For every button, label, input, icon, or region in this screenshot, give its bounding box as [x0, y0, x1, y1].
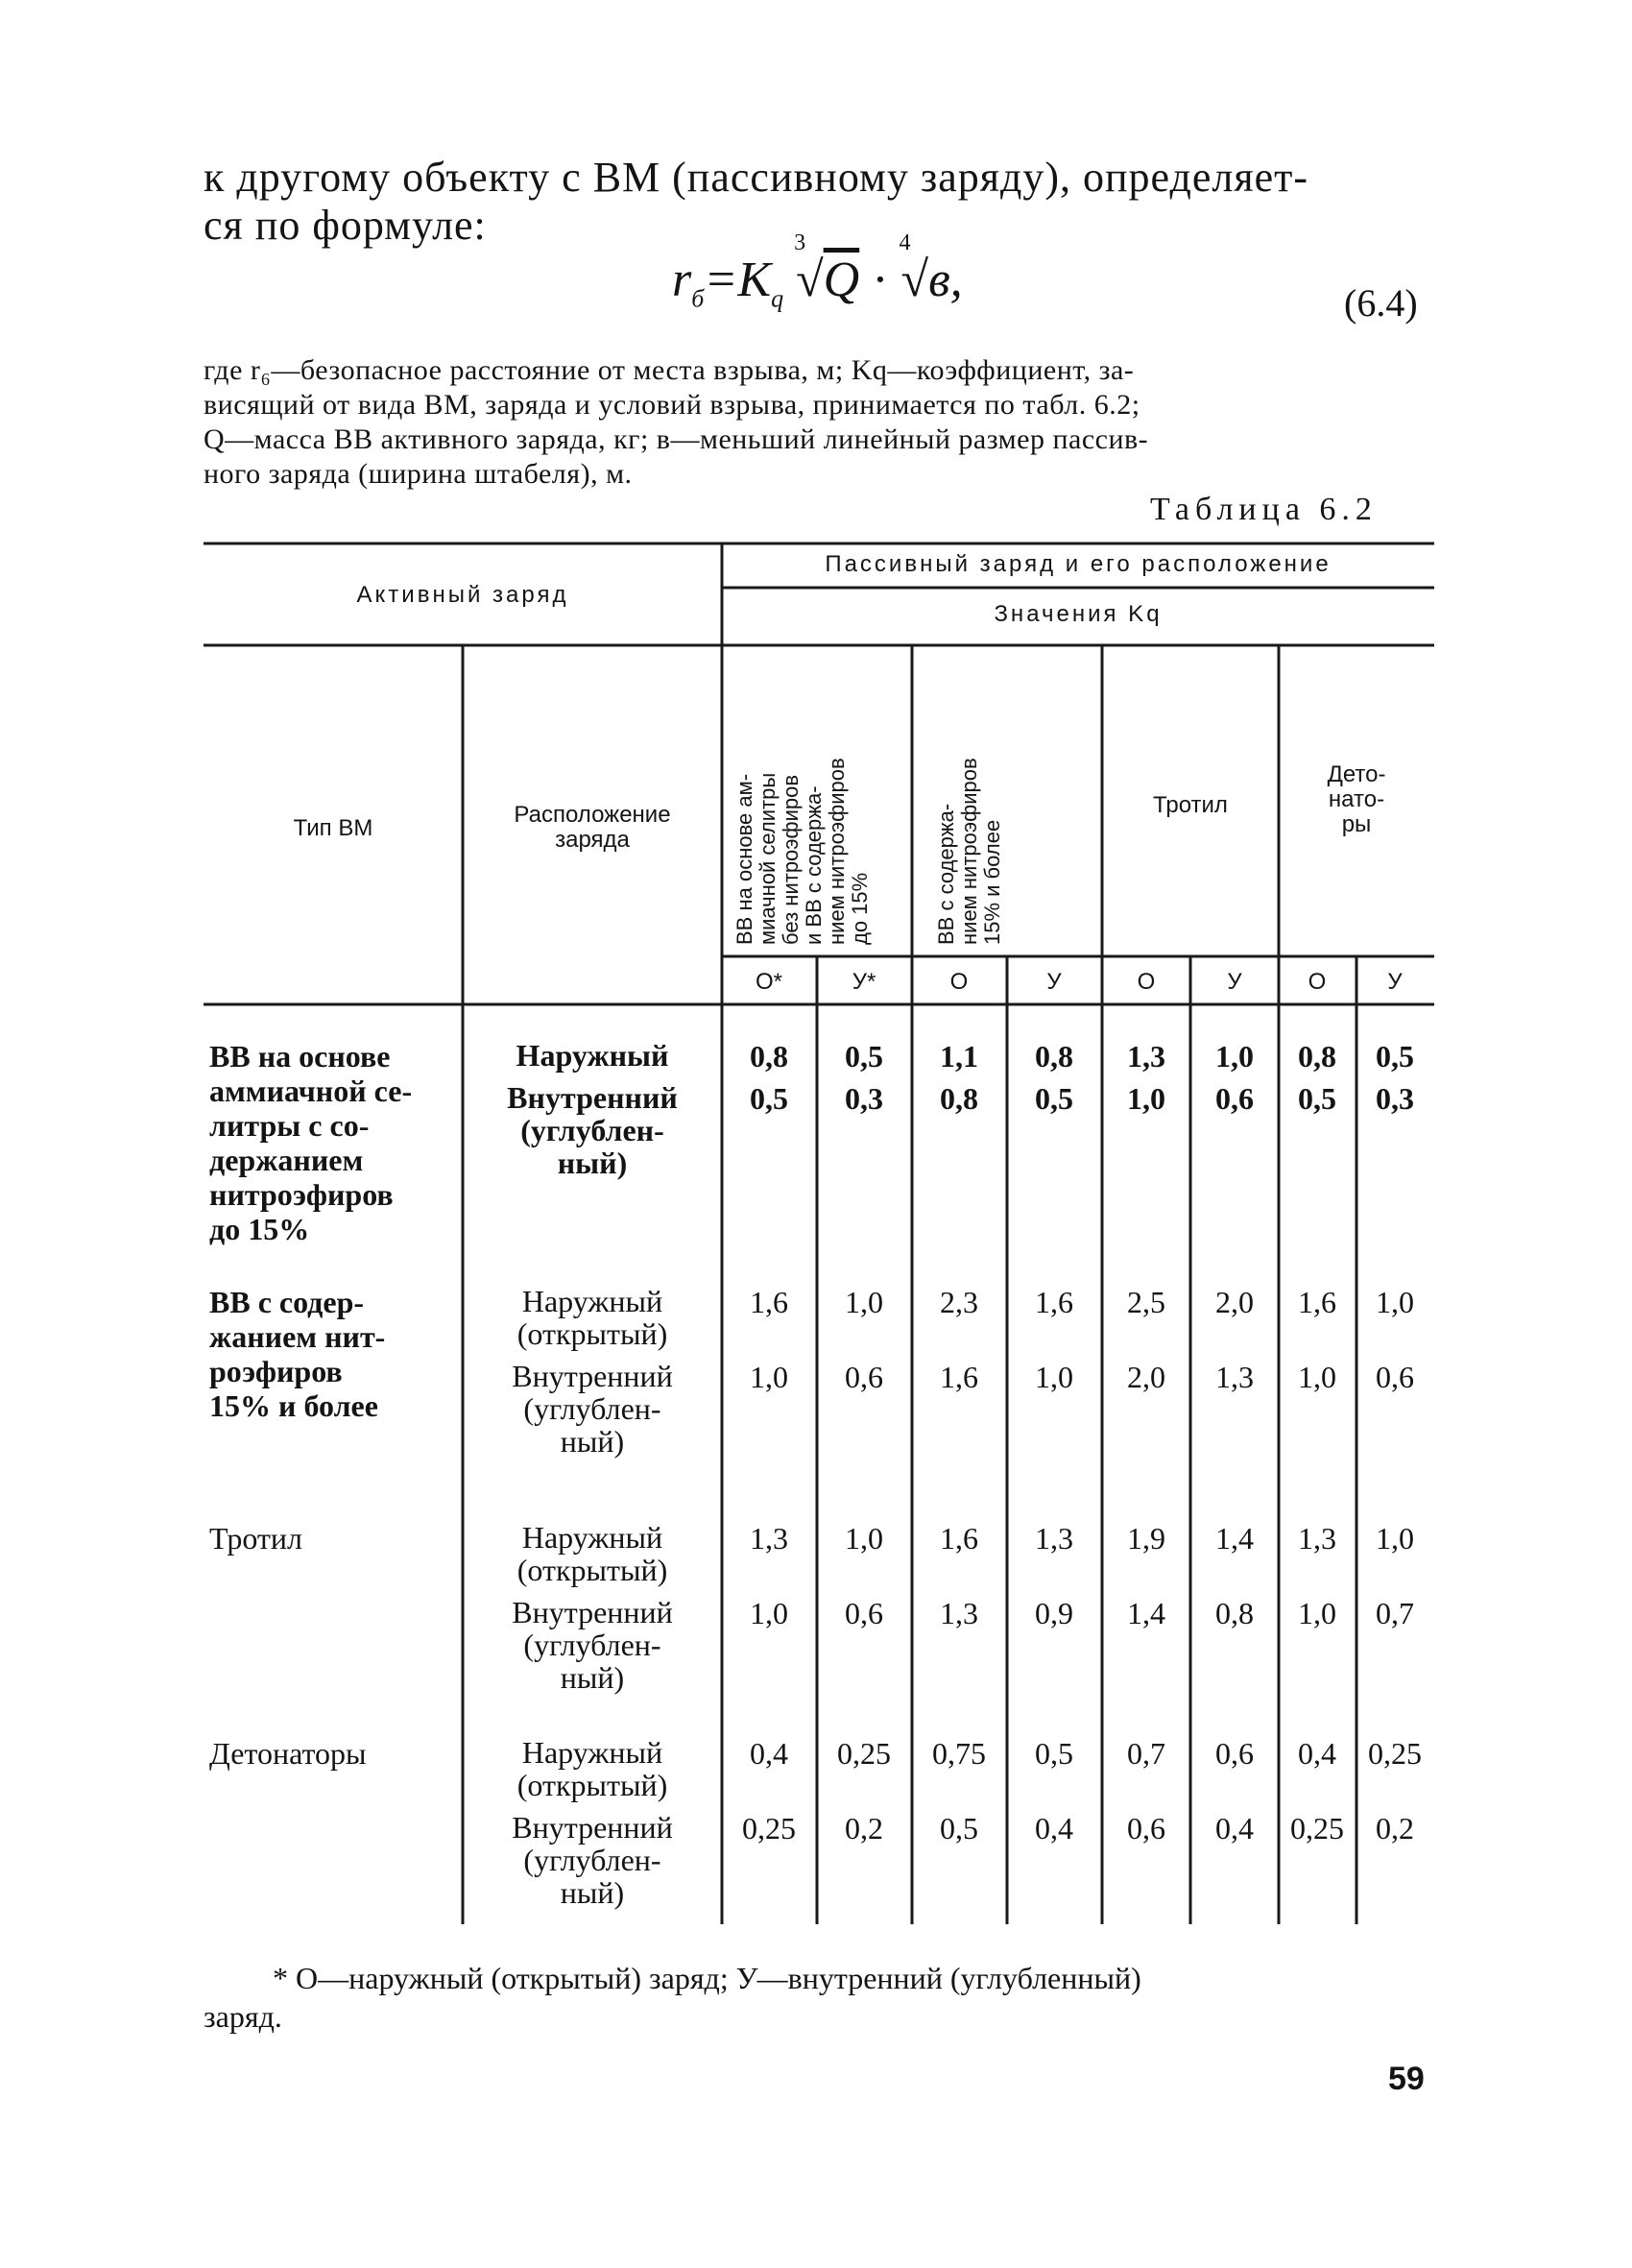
charge-location [472, 1039, 712, 1072]
charge-location [472, 1285, 712, 1350]
active-charge-type [209, 1521, 449, 1556]
kq-value-cell: 0,7 [1376, 1596, 1414, 1630]
kq-value-cell: 0,4 [750, 1736, 788, 1771]
column-header-location: Расположение заряда [514, 802, 671, 853]
kq-value-cell: 0,75 [932, 1736, 986, 1771]
kq-value-cell: 0,8 [1035, 1039, 1073, 1074]
active-charge-type-line: роэфиров [209, 1354, 343, 1388]
charge-location-line: (углублен- [523, 1391, 661, 1426]
intro-line: к другому объекту с ВМ (пассивному заряду), определяет- [204, 154, 1309, 201]
legend-line: Q—масса ВВ активного заряда, кг; в—меньший линейный размер пассив- [204, 423, 1149, 455]
kq-value-cell: 1,0 [750, 1360, 788, 1394]
kq-value-cell: 0,6 [845, 1596, 883, 1630]
sub-column-header: У [1387, 969, 1403, 995]
kq-value-cell: 1,0 [845, 1285, 883, 1319]
kq-value-cell: 1,0 [1376, 1285, 1414, 1319]
kq-value-cell: 1,0 [750, 1596, 788, 1630]
legend-line: ного заряда (ширина штабеля), м. [204, 458, 633, 490]
fourth-root-index: 4 [899, 230, 911, 255]
column-header-passive-3: Тротил [1153, 792, 1228, 818]
active-charge-type-line: аммиачной се- [209, 1074, 413, 1108]
kq-value-cell: 1,3 [1298, 1521, 1336, 1556]
charge-location [472, 1521, 712, 1586]
kq-value-cell: 0,2 [1376, 1811, 1414, 1846]
charge-location [472, 1736, 712, 1801]
charge-location-line: Наружный [521, 1520, 663, 1555]
charge-location-line: (открытый) [516, 1316, 668, 1351]
active-charge-type-line: до 15% [209, 1212, 310, 1246]
kq-value-cell: 0,5 [1298, 1081, 1336, 1116]
column-header-type: Тип ВМ [293, 815, 373, 841]
active-charge-type-line: жанием нит- [209, 1319, 386, 1354]
kq-value-cell: 1,6 [750, 1285, 788, 1319]
kq-value-cell: 0,25 [1290, 1811, 1344, 1846]
kq-value-cell: 1,3 [1035, 1521, 1073, 1556]
kq-value-cell: 0,3 [1376, 1081, 1414, 1116]
formula-lhs: r [672, 253, 692, 307]
kq-value-cell: 1,6 [1035, 1285, 1073, 1319]
kq-value-cell: 2,0 [1215, 1285, 1254, 1319]
active-charge-type-line: Тротил [209, 1521, 302, 1556]
kq-value-cell: 1,9 [1127, 1521, 1165, 1556]
charge-location-line: Внутренний [512, 1595, 673, 1629]
charge-location-line: Внутренний [512, 1359, 673, 1393]
kq-value-cell: 0,4 [1298, 1736, 1336, 1771]
charge-location [472, 1596, 712, 1694]
header-kq-values: Значения Kq [994, 601, 1163, 627]
kq-value-cell: 0,3 [845, 1081, 883, 1116]
kq-value-cell: 0,25 [837, 1736, 891, 1771]
active-charge-type-line: литры с со- [209, 1108, 370, 1143]
kq-value-cell: 0,8 [940, 1081, 978, 1116]
kq-value-cell: 0,25 [1368, 1736, 1422, 1771]
charge-location-line: (открытый) [516, 1768, 668, 1802]
charge-location-line: ный) [560, 1875, 625, 1910]
kq-value-cell: 0,6 [1215, 1081, 1254, 1116]
charge-location-line: (углублен- [523, 1843, 661, 1877]
kq-value-cell: 1,6 [940, 1360, 978, 1394]
sub-column-header: У [1046, 969, 1062, 995]
active-charge-type-line: нитроэфиров [209, 1177, 394, 1212]
formula-number: (6.4) [1344, 281, 1418, 325]
kq-value-cell: 2,0 [1127, 1360, 1165, 1394]
footnote-line: * О—наружный (открытый) заряд; У—внутренний (углубленный) [273, 1961, 1141, 1995]
kq-value-cell: 1,4 [1215, 1521, 1254, 1556]
active-charge-type-line: ВВ на основе [209, 1039, 391, 1074]
kq-value-cell: 0,8 [1298, 1039, 1336, 1074]
charge-location-line: Внутренний [507, 1080, 678, 1115]
kq-value-cell: 0,6 [1215, 1736, 1254, 1771]
charge-location-line: (открытый) [516, 1553, 668, 1587]
charge-location-line: (углублен- [520, 1113, 664, 1147]
charge-location [472, 1081, 712, 1179]
footnote-line: заряд. [204, 1999, 282, 2034]
active-charge-type [209, 1736, 449, 1771]
kq-value-cell: 0,6 [1376, 1360, 1414, 1394]
sub-column-header: У* [852, 969, 876, 995]
formula-multiply: · [872, 253, 889, 307]
cube-root: 3 √Q [794, 230, 860, 307]
kq-value-cell: 0,25 [742, 1811, 796, 1846]
kq-value-cell: 2,5 [1127, 1285, 1165, 1319]
formula-coefficient: K [737, 253, 772, 307]
page-number: 59 [1388, 2061, 1425, 2097]
sub-column-header: О [1308, 969, 1327, 995]
charge-location-line: Внутренний [512, 1810, 673, 1845]
charge-location-line: ный) [560, 1660, 625, 1695]
intro-paragraph [204, 154, 1432, 250]
kq-value-cell: 1,0 [1376, 1521, 1414, 1556]
kq-value-cell: 1,0 [1215, 1039, 1254, 1074]
charge-location-line: Наружный [516, 1038, 669, 1073]
header-active-charge: Активный заряд [356, 582, 569, 608]
kq-value-cell: 0,5 [845, 1039, 883, 1074]
charge-location-line: Наружный [521, 1284, 663, 1318]
charge-location-line: ный) [557, 1146, 628, 1180]
kq-value-cell: 0,4 [1035, 1811, 1073, 1846]
column-header-passive-1: ВВ на основе ам- миачной селитры без нитроэфиров и ВВ с содержа- нием нитроэфиров до 15% [732, 758, 872, 945]
kq-value-cell: 0,8 [1215, 1596, 1254, 1630]
kq-value-cell: 1,6 [940, 1521, 978, 1556]
kq-value-cell: 1,0 [1127, 1081, 1165, 1116]
legend-paragraph [204, 353, 1432, 492]
kq-value-cell: 1,6 [1298, 1285, 1336, 1319]
charge-location-line: (углублен- [523, 1628, 661, 1662]
cube-root-index: 3 [794, 230, 806, 255]
formula-lhs-subscript: б [691, 284, 705, 313]
charge-location-line: ный) [560, 1424, 625, 1459]
cube-root-argument: Q [823, 253, 860, 307]
sub-column-header: У [1227, 969, 1242, 995]
kq-value-cell: 0,5 [1035, 1081, 1073, 1116]
kq-value-cell: 1,3 [1215, 1360, 1254, 1394]
kq-value-cell: 0,5 [1376, 1039, 1414, 1074]
kq-value-cell: 0,8 [750, 1039, 788, 1074]
formula-coefficient-subscript: q [771, 284, 784, 313]
fourth-root: 4 √в, [899, 230, 963, 307]
kq-value-cell: 1,0 [1035, 1360, 1073, 1394]
kq-value-cell: 0,5 [1035, 1736, 1073, 1771]
active-charge-type [209, 1039, 449, 1246]
kq-value-cell: 0,6 [1127, 1811, 1165, 1846]
formula-equals: = [704, 253, 738, 307]
column-header-passive-2: ВВ с содержа- нием нитроэфиров 15% и более [934, 758, 1004, 945]
header-passive-charge: Пассивный заряд и его расположение [825, 551, 1332, 577]
kq-value-cell: 0,2 [845, 1811, 883, 1846]
fourth-root-argument: в, [928, 253, 963, 307]
legend-line: висящий от вида ВМ, заряда и условий взрыва, принимается по табл. 6.2; [204, 389, 1140, 421]
kq-value-cell: 1,4 [1127, 1596, 1165, 1630]
kq-value-cell: 0,5 [940, 1811, 978, 1846]
active-charge-type-line: ВВ с содер- [209, 1285, 365, 1319]
kq-value-cell: 1,3 [940, 1596, 978, 1630]
kq-value-cell: 1,1 [940, 1039, 978, 1074]
active-charge-type-line: держанием [209, 1143, 364, 1177]
table-caption: Таблица 6.2 [1150, 492, 1378, 527]
legend-line: где r₆—безопасное расстояние от места взрыва, м; Kq—коэффициент, за- [204, 354, 1135, 386]
kq-value-cell: 1,3 [750, 1521, 788, 1556]
charge-location [472, 1811, 712, 1909]
column-header-passive-4: Дето- нато- ры [1327, 761, 1386, 837]
charge-location-line: Наружный [521, 1735, 663, 1770]
formula [672, 230, 1171, 332]
kq-value-cell: 0,6 [845, 1360, 883, 1394]
kq-value-cell: 1,0 [845, 1521, 883, 1556]
intro-line: ся по формуле: [204, 202, 487, 249]
kq-value-cell: 1,0 [1298, 1596, 1336, 1630]
kq-value-cell: 0,9 [1035, 1596, 1073, 1630]
active-charge-type-line: Детонаторы [209, 1736, 367, 1771]
kq-value-cell: 1,3 [1127, 1039, 1165, 1074]
sub-column-header: О* [755, 969, 782, 995]
kq-value-cell: 0,7 [1127, 1736, 1165, 1771]
kq-value-cell: 0,4 [1215, 1811, 1254, 1846]
active-charge-type [209, 1285, 449, 1423]
kq-value-cell: 2,3 [940, 1285, 978, 1319]
kq-value-cell: 1,0 [1298, 1360, 1336, 1394]
charge-location [472, 1360, 712, 1458]
active-charge-type-line: 15% и более [209, 1388, 378, 1423]
sub-column-header: О [1137, 969, 1156, 995]
sub-column-header: О [949, 969, 969, 995]
kq-value-cell: 0,5 [750, 1081, 788, 1116]
footnote [204, 1959, 1432, 2036]
